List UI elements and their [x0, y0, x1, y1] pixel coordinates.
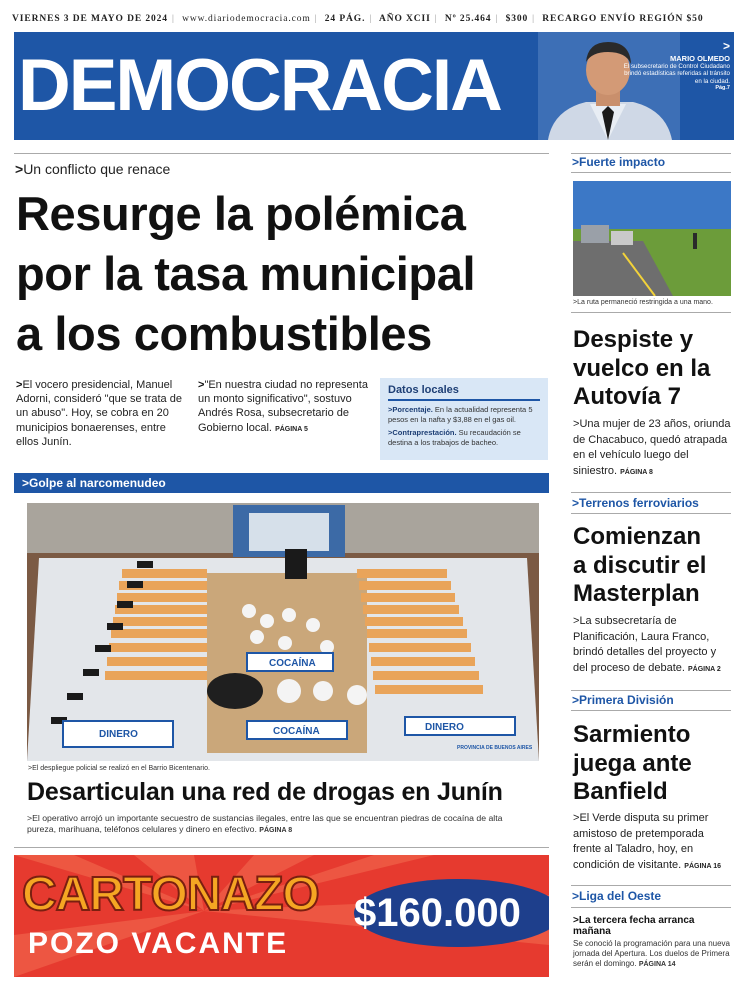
photo-label-cocaina: COCAÍNA	[269, 658, 316, 669]
lead-kicker-text: Un conflicto que renace	[23, 161, 171, 177]
lead-kicker	[15, 161, 170, 177]
s1-headline-line: Autovía 7	[573, 383, 682, 410]
lead-col2-text: "En nuestra ciudad no representa un monto significativo", sostuvo Andrés Rosa, subsecretario de Gobierno local.	[198, 379, 368, 434]
photo-label-dinero: DINERO	[425, 722, 464, 733]
datos-item-text: En la actualidad representa 5 pesos en la nafta y $3,88 en el gas oil.	[388, 405, 533, 424]
lead-headline[interactable]	[16, 184, 556, 364]
s3-page-ref: PÁGINA 16	[684, 862, 721, 870]
photo-label-dinero: DINERO	[99, 729, 138, 740]
feature-box[interactable]	[620, 40, 730, 91]
divider	[571, 172, 731, 173]
datos-item	[388, 405, 540, 424]
s3-headline-line: juega ante	[573, 749, 692, 777]
promo-subtitle: POZO VACANTE	[28, 927, 289, 960]
s3-headline[interactable]	[573, 721, 733, 807]
section-label-liga[interactable]: >Liga del Oeste	[572, 889, 662, 903]
s2-headline-line: Comienzan	[573, 523, 702, 550]
lead-col2	[198, 378, 370, 437]
edition-date: VIERNES 3 DE MAYO DE 2024	[12, 14, 168, 24]
lead-page-ref: PÁGINA 5	[275, 425, 308, 433]
divider	[571, 153, 731, 154]
lead-headline-line: por la tasa municipal	[16, 247, 476, 300]
s4-body: Se conoció la programación para una nueva jornada del Apertura. Los duelos de Primera serán el domingo. PÁGINA 14	[573, 939, 730, 968]
s1-headline-line: vuelco en la	[573, 354, 711, 382]
divider	[571, 492, 731, 493]
drugs-body-text: El operativo arrojó un importante secuestro de sustancias ilegales, entre las que se encuentran piedras de cocaína de alta pureza, marihuana, teléfonos celulares y dinero en efectivo.	[27, 813, 503, 834]
lead-col1	[16, 378, 188, 449]
divider	[571, 312, 731, 313]
divider	[571, 907, 731, 908]
divider	[571, 690, 731, 691]
section-label-fuerte-impacto[interactable]: >Fuerte impacto	[572, 155, 666, 169]
divider	[571, 513, 731, 514]
feature-page: Pág.7	[715, 84, 730, 91]
s1-headline-line: Despiste y	[573, 326, 694, 353]
drugs-body: >El operativo arrojó un importante secuestro de sustancias ilegales, entre las que se encuentran piedras de cocaína de alta pureza, marihuana, teléfonos celulares y dinero en efectivo. PÁGINA 8	[27, 813, 503, 834]
s1-headline[interactable]	[573, 326, 733, 412]
divider	[14, 847, 549, 848]
edition-number: Nº 25.464	[444, 14, 492, 24]
lead-col1-text: El vocero presidencial, Manuel Adorni, consideró "que se trata de un abuso". Hoy, se cobra en 20 municipios bonaerenses, entre ellos Junín.	[16, 379, 182, 448]
section-label-terrenos[interactable]: >Terrenos ferroviarios	[572, 496, 699, 510]
promo-amount: $160.000	[354, 891, 521, 935]
s3-body: >El Verde disputa su primer amistoso de pretemporada frente al Taladro, hoy, en condición de visitante. PÁGINA 16	[573, 812, 721, 871]
chevron-right-icon: >	[15, 161, 24, 177]
chevron-right-icon: >	[722, 39, 730, 53]
promo-banner[interactable]	[14, 855, 549, 977]
section-label-primera[interactable]: >Primera División	[572, 693, 674, 707]
lead-headline-line: a los combustibles	[16, 307, 432, 360]
drugs-photo	[27, 503, 539, 761]
feature-name: MARIO OLMEDO	[670, 54, 730, 63]
datos-box	[380, 378, 548, 460]
s4-headline[interactable]: >La tercera fecha arranca mañana	[573, 915, 695, 937]
section-bar-narcomenudeo[interactable]: >Golpe al narcomenudeo	[14, 473, 549, 493]
edition-pages: 24 PÁG.	[324, 14, 366, 24]
datos-title: Datos locales	[388, 384, 540, 401]
s4-page-ref: PÁGINA 14	[638, 960, 676, 968]
edition-bar: VIERNES 3 DE MAYO DE 2024 | www.diariodemocracia.com | 24 PÁG. | AÑO XCII | Nº 25.464 | $300 | RECARGO ENVÍO REGIÓN $50	[12, 14, 704, 24]
photo-label-provincia: PROVINCIA DE BUENOS AIRES	[457, 745, 533, 751]
datos-item-text: Su recaudación se destina a los trabajos de bacheo.	[388, 428, 521, 447]
divider	[571, 885, 731, 886]
edition-website[interactable]: www.diariodemocracia.com	[182, 14, 311, 24]
divider	[571, 710, 731, 711]
lead-headline-line: Resurge la polémica	[16, 187, 466, 240]
feature-text: El subsecretario de Control Ciudadano brindó estadísticas referidas al tránsito en la ciudad.	[623, 63, 730, 85]
s1-body: >Una mujer de 23 años, oriunda de Chacabuco, quedó atrapada en el vehículo luego del siniestro. PÁGINA 8	[573, 418, 731, 477]
chevron-right-icon: >	[198, 379, 205, 391]
newspaper-logo[interactable]: DEMOCRACIA	[18, 45, 501, 126]
drugs-caption: >El despliegue policial se realizó en el Barrio Bicentenario.	[28, 765, 210, 772]
edition-price: $300	[505, 14, 529, 24]
s2-headline[interactable]	[573, 523, 733, 609]
s3-headline-line: Banfield	[573, 778, 668, 805]
s2-body: >La subsecretaría de Planificación, Laura Franco, brindó detalles del proyecto y del proceso de debate. PÁGINA 2	[573, 615, 721, 674]
promo-title: CARTONAZO	[22, 868, 319, 921]
s1-page-ref: PÁGINA 8	[620, 468, 653, 476]
drugs-headline[interactable]: Desarticulan una red de drogas en Junín	[27, 778, 503, 806]
datos-item-label: >Contraprestación.	[388, 428, 457, 437]
edition-surcharge: RECARGO ENVÍO REGIÓN $50	[542, 14, 704, 24]
s2-page-ref: PÁGINA 2	[687, 665, 721, 673]
drugs-page-ref: PÁGINA 8	[259, 827, 293, 834]
photo-label-cocaina: COCAÍNA	[273, 726, 320, 737]
accident-photo	[573, 181, 731, 296]
section-label: Golpe al narcomenudeo	[29, 476, 166, 490]
chevron-right-icon: >	[16, 379, 23, 391]
s2-headline-line: a discutir el	[573, 551, 707, 579]
divider	[14, 153, 549, 154]
s2-headline-line: Masterplan	[573, 580, 700, 607]
s3-headline-line: Sarmiento	[573, 721, 691, 748]
datos-item	[388, 428, 540, 447]
edition-year: AÑO XCII	[378, 14, 431, 24]
accident-caption: >La ruta permaneció restringida a una mano.	[573, 299, 713, 306]
datos-item-label: >Porcentaje.	[388, 405, 433, 414]
